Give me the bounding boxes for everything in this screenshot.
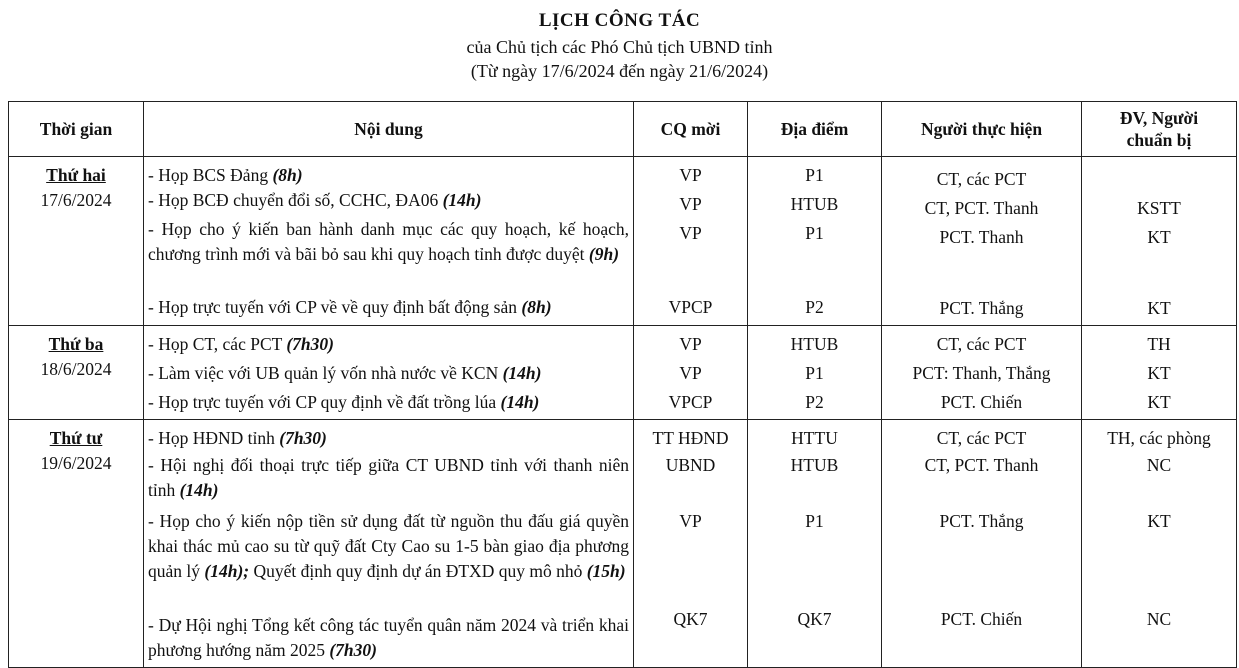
document-title: LỊCH CÔNG TÁC (538, 10, 701, 31)
list-item: - Họp BCS Đảng (8h) (148, 165, 303, 185)
day-date: 18/6/2024 (40, 359, 112, 379)
list-item: - Hội nghị đối thoại trực tiếp giữa CT UBND tỉnh với thanh niên tỉnh (14h) (148, 455, 629, 500)
list-item: - Họp cho ý kiến ban hành danh mục các quy hoạch, kế hoạch, chương trình mới và bãi bỏ sau khi quy hoạch tỉnh được duyệt (9h) (148, 219, 629, 264)
header-content: Nội dung (144, 102, 634, 157)
header-inviter: CQ mời (634, 102, 748, 157)
executor-cell: CT, các PCT CT, PCT. Thanh PCT. Thắng PCT. Chiến (882, 420, 1082, 668)
inviter-cell: TT HĐND UBND VP QK7 (634, 420, 748, 668)
header-preparer: ĐV, Người chuẩn bị (1082, 102, 1237, 157)
list-item: - Họp trực tuyến với CP về về quy định bất động sản (8h) (148, 297, 552, 317)
day-cell (9, 420, 144, 668)
list-item: - Họp BCĐ chuyển đổi số, CCHC, ĐA06 (14h) (148, 190, 482, 210)
preparer-cell: TH KT KT (1082, 326, 1237, 420)
table-row (9, 420, 1237, 668)
list-item: - Dự Hội nghị Tổng kết công tác tuyển quân năm 2024 và triển khai phương hướng năm 2025 (7h30) (148, 615, 629, 660)
list-item: - Họp trực tuyến với CP quy định về đất trồng lúa (14h) (148, 392, 540, 412)
table-header-row (9, 102, 1237, 157)
location-cell: P1 HTUB P1 P2 (748, 157, 882, 326)
day-name: Thứ hai (46, 165, 106, 185)
document-subtitle: của Chủ tịch các Phó Chủ tịch UBND tỉnh (466, 37, 773, 57)
location-cell: HTUB P1 P2 (748, 326, 882, 420)
day-date: 19/6/2024 (40, 453, 112, 473)
content-cell (144, 157, 634, 326)
day-cell (9, 157, 144, 326)
list-item: - Họp HĐND tỉnh (7h30) (148, 428, 327, 448)
document-header (0, 0, 1239, 98)
executor-cell: CT, các PCT PCT: Thanh, Thắng PCT. Chiến (882, 326, 1082, 420)
preparer-cell: KSTT KT KT (1082, 157, 1237, 326)
content-cell (144, 420, 634, 668)
day-name: Thứ ba (48, 334, 104, 354)
header-executor: Người thực hiện (882, 102, 1082, 157)
location-cell: HTTU HTUB P1 QK7 (748, 420, 882, 668)
schedule-table (8, 101, 1237, 668)
inviter-cell: VP VP VP VPCP (634, 157, 748, 326)
table-row (9, 326, 1237, 420)
list-item: - Họp cho ý kiến nộp tiền sử dụng đất từ nguồn thu đấu giá quyền khai thác mủ cao su từ quỹ đất Cty Cao su 1-5 bàn giao địa phương quản lý (14h); Quyết định quy định dự án ĐTXD quy mô nhỏ (15h) (148, 511, 629, 581)
day-date: 17/6/2024 (40, 190, 112, 210)
executor-cell: CT, các PCT CT, PCT. Thanh PCT. Thanh PCT. Thắng (882, 157, 1082, 326)
day-cell (9, 326, 144, 420)
date-range: (Từ ngày 17/6/2024 đến ngày 21/6/2024) (470, 61, 769, 81)
list-item: - Làm việc với UB quản lý vốn nhà nước về KCN (14h) (148, 363, 542, 383)
content-cell (144, 326, 634, 420)
table-row (9, 157, 1237, 326)
preparer-cell: TH, các phòng NC KT NC (1082, 420, 1237, 668)
day-name: Thứ tư (49, 428, 103, 448)
header-time: Thời gian (9, 102, 144, 157)
inviter-cell: VP VP VPCP (634, 326, 748, 420)
header-location: Địa điểm (748, 102, 882, 157)
list-item: - Họp CT, các PCT (7h30) (148, 334, 334, 354)
